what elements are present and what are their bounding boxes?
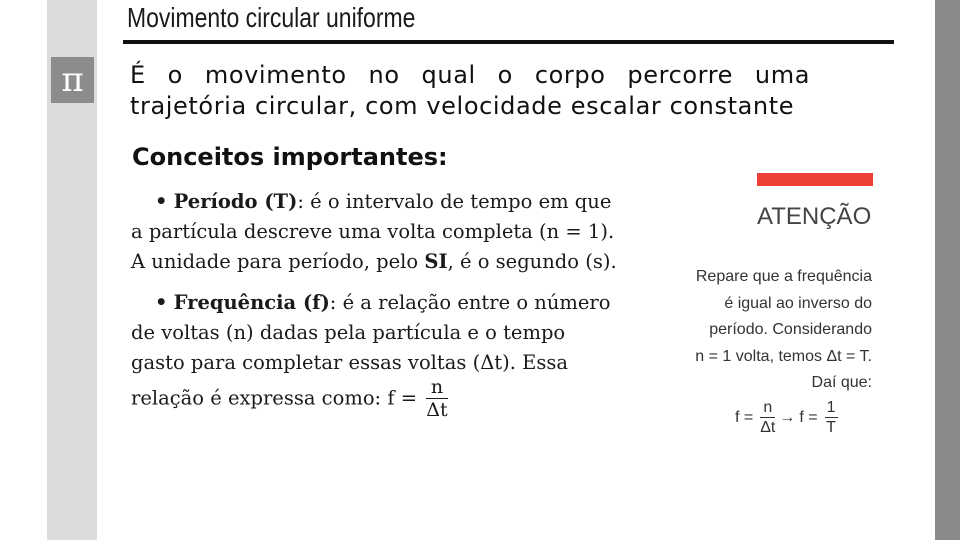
arrow-icon: → bbox=[779, 409, 796, 426]
frequency-line-1-text: : é a relação entre o número bbox=[329, 291, 611, 314]
note-line: é igual ao inverso do bbox=[724, 294, 872, 312]
frequency-line-3: gasto para completar essas voltas (Δt). Essa bbox=[131, 351, 568, 374]
fraction-numerator: n bbox=[760, 400, 775, 418]
period-line-1-text: : é o intervalo de tempo em que bbox=[297, 190, 612, 213]
period-line-1 bbox=[131, 187, 626, 217]
fraction-denominator: T bbox=[826, 419, 836, 436]
formula-fraction-2 bbox=[825, 400, 838, 436]
frequency-line-1 bbox=[131, 288, 626, 318]
slide-title: Movimento circular uniforme bbox=[127, 2, 416, 33]
period-definition bbox=[131, 187, 626, 277]
note-line: Repare que a frequência bbox=[695, 268, 872, 285]
note-line: n = 1 volta, temos Δt = T. bbox=[695, 347, 872, 365]
intro-paragraph: É o movimento no qual o corpo percorre uma trajetória circular, com velocidade escalar constante bbox=[130, 61, 810, 120]
formula-f-eq: f = bbox=[735, 409, 754, 426]
formula-f-eq-2: f = bbox=[799, 409, 818, 426]
fraction-denominator: Δt bbox=[760, 419, 776, 436]
concepts-heading: Conceitos importantes: bbox=[132, 143, 448, 171]
si-label: SI bbox=[424, 250, 448, 273]
formula-fraction-1 bbox=[760, 400, 775, 436]
frequency-line-2: de voltas (n) dadas pela partícula e o tempo bbox=[131, 321, 566, 344]
period-line-3 bbox=[131, 247, 626, 277]
frequency-definition bbox=[131, 288, 626, 420]
frequency-fraction bbox=[426, 378, 447, 420]
attention-heading: ATENÇÃO bbox=[757, 203, 872, 230]
left-margin bbox=[0, 0, 47, 540]
title-underline bbox=[123, 40, 894, 44]
pi-icon: π bbox=[51, 57, 94, 103]
fraction-denominator: Δt bbox=[426, 399, 448, 421]
fraction-numerator: 1 bbox=[826, 399, 836, 416]
attention-formula bbox=[735, 400, 838, 436]
period-term: Período (T) bbox=[173, 190, 298, 213]
attention-accent-bar bbox=[757, 173, 873, 186]
bullet-icon: • bbox=[155, 291, 168, 314]
period-line-2: a partícula descreve uma volta completa (n = 1). bbox=[131, 220, 615, 243]
bullet-icon: • bbox=[155, 190, 168, 213]
period-line-3-pre: A unidade para período, pelo bbox=[131, 250, 425, 273]
note-line: Daí que: bbox=[811, 374, 872, 391]
attention-note bbox=[660, 264, 872, 397]
period-line-3-post: , é o segundo (s). bbox=[447, 250, 617, 273]
note-line: período. Considerando bbox=[709, 321, 872, 338]
right-sidebar-band bbox=[935, 0, 960, 540]
frequency-line-4-pre: relação é expressa como: f = bbox=[131, 386, 424, 410]
frequency-line-4 bbox=[131, 378, 626, 420]
frequency-term: Frequência (f) bbox=[173, 291, 330, 314]
fraction-numerator: n bbox=[426, 378, 447, 399]
